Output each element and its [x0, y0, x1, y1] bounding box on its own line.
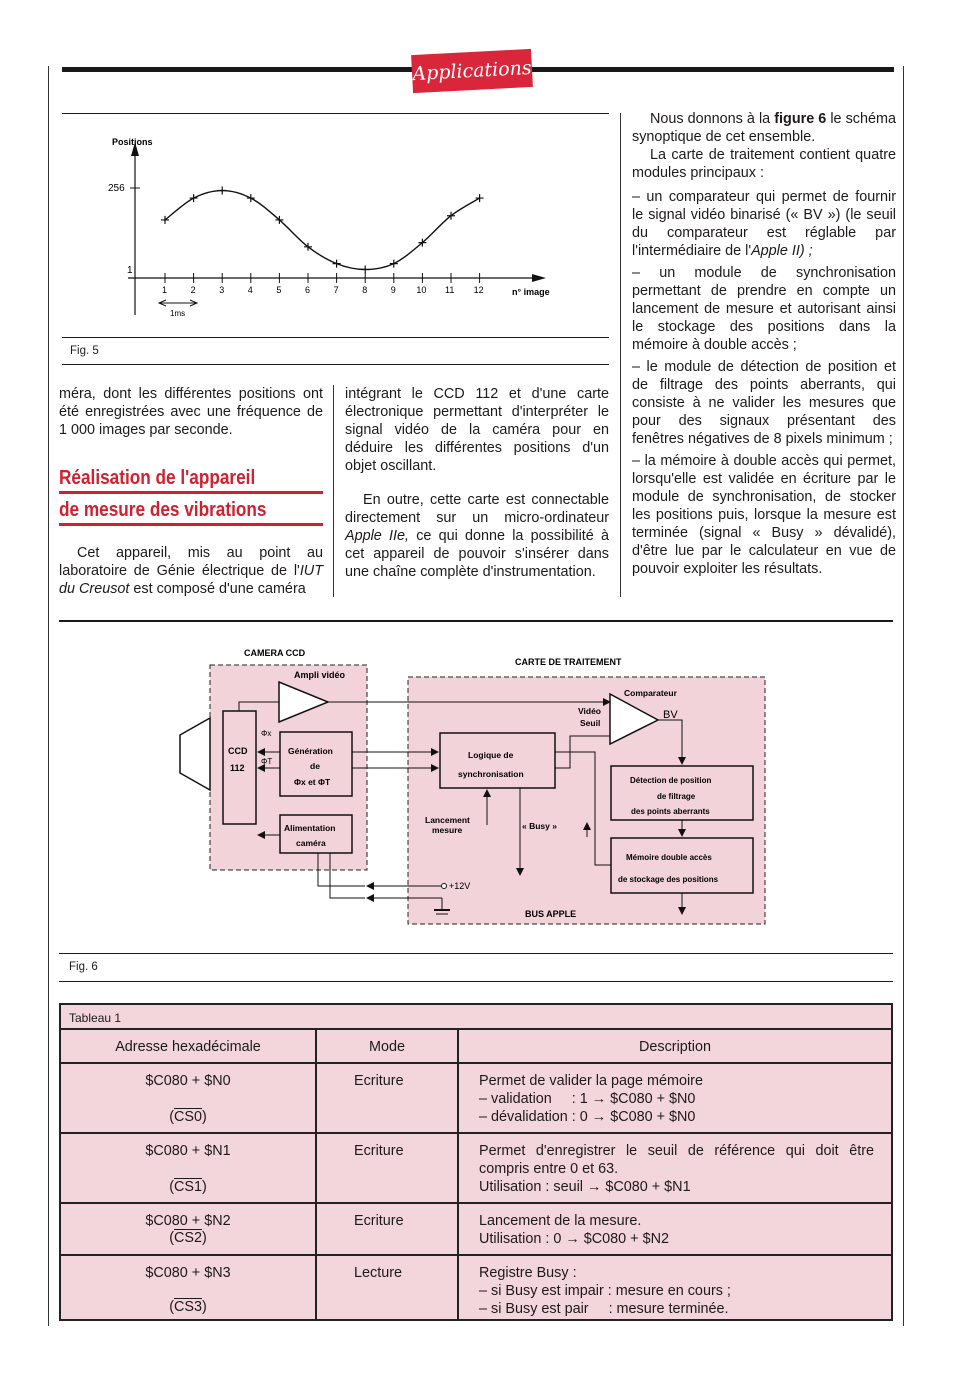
- table-row-0-desc-2: – dévalidation : 0 → $C080 + $N0: [479, 1109, 696, 1125]
- right-para-3: – un comparateur qui permet de fournir le signal vidéo binarisé (« BV ») (le seuil du comparateur est réglable par l'intermédiaire de l'Apple II) ;: [632, 189, 896, 259]
- lancement-label-1: Lancement: [425, 815, 470, 825]
- ampli-label: Ampli vidéo: [294, 670, 346, 680]
- middle-column: [345, 385, 609, 581]
- x-tick-label: 1: [162, 285, 168, 295]
- col-divider-2: [620, 113, 621, 597]
- table-row-0-address: $C080 + $N0: [145, 1073, 231, 1089]
- alim-label-2: caméra: [296, 838, 326, 848]
- table-row-2-desc-0: Lancement de la mesure.: [479, 1213, 642, 1229]
- mem-label-2: de stockage des positions: [618, 875, 719, 884]
- table-row-3-desc-0: Registre Busy :: [479, 1265, 577, 1281]
- table-row-3-mode: Lecture: [354, 1265, 402, 1281]
- middle-para-1: intégrant le CCD 112 et d'une carte électronique permettant d'interpréter le signal vidéo de la caméra pour en déduire les différentes positions d'un objet oscillant.: [345, 386, 609, 474]
- right-para-5: – le module de détection de position et de filtrage des points aberrants, qui consiste à ne valider les mesures que pour des signaux présentant des fenêtres négatives de 8 pixels minimum ;: [632, 359, 896, 447]
- data-point: [476, 194, 484, 202]
- gen-label-1: Génération: [288, 746, 333, 756]
- phi-x-label: Φx: [261, 729, 272, 738]
- table-row-0-mode: Ecriture: [354, 1073, 404, 1089]
- data-point: [247, 194, 255, 202]
- fig6-top-rule: [59, 620, 893, 622]
- table-row-0-desc-0: Permet de valider la page mémoire: [479, 1073, 703, 1089]
- table-title: Tableau 1: [69, 1011, 122, 1025]
- mem-label-1: Mémoire double accès: [626, 853, 712, 862]
- table-hline-5: [61, 1254, 891, 1256]
- table-row-3-desc-1: – si Busy est impair : mesure en cours ;: [479, 1283, 731, 1299]
- x-tick-label: 7: [333, 285, 339, 295]
- period-label: 1ms: [170, 309, 186, 318]
- data-point: [390, 260, 398, 268]
- sine-curve: [165, 191, 480, 270]
- det-label-2: de filtrage: [657, 792, 696, 801]
- video-label: Vidéo: [578, 706, 601, 716]
- ccd-label-1: CCD: [228, 746, 248, 756]
- x-tick-label: 12: [473, 285, 484, 295]
- section-heading-1: Réalisation de l'appareil: [59, 467, 256, 489]
- fig5-top-rule: [62, 113, 609, 114]
- data-point: [218, 187, 226, 195]
- table-row-0-cs: (CS0): [169, 1109, 207, 1125]
- data-point: [361, 265, 369, 273]
- x-tick-label: 2: [190, 285, 196, 295]
- table-1: [59, 1003, 893, 1321]
- right-column: [632, 110, 896, 578]
- right-para-6: – la mémoire à double accès qui permet, lorsqu'elle est validée en écriture par le module de synchronisation, de stocker les positions puis, lorsque la mesure est terminée (signal « Busy » dévalidé), d'être lue par le calculateur en vue de pouvoir exploiter les résultats.: [632, 453, 896, 577]
- table-row-1-mode: Ecriture: [354, 1143, 404, 1159]
- table-row-2-desc-1: Utilisation : 0 → $C080 + $N2: [479, 1231, 669, 1247]
- x-tick-label: 11: [445, 285, 455, 295]
- y-tick-1: 1: [127, 265, 133, 276]
- y-tick-256: 256: [108, 183, 125, 194]
- data-point: [190, 194, 198, 202]
- right-para-4: – un module de synchronisation permettant de prendre en compte un lancement de mesure et autorisant ainsi le stockage des positions dans la mémoire à double accès ;: [632, 265, 896, 353]
- left-para-1: méra, dont les différentes positions ont été enregistrées avec une fréquence de 1 000 images par seconde.: [59, 386, 323, 438]
- x-tick-label: 8: [362, 285, 368, 295]
- table-row-1-desc-2: Utilisation : seuil → $C080 + $N1: [479, 1179, 691, 1195]
- fig5-chart: [62, 120, 609, 330]
- logique-label-2: synchronisation: [458, 769, 524, 779]
- left-margin-line: [48, 66, 49, 1326]
- det-label-3: des points aberrants: [631, 807, 710, 816]
- comparateur-label: Comparateur: [624, 688, 677, 698]
- table-hline-3: [61, 1132, 891, 1134]
- right-margin-line: [903, 66, 904, 1326]
- table-row-1-desc-1: compris entre 0 et 63.: [479, 1161, 619, 1177]
- ccd-label-2: 112: [230, 763, 245, 773]
- table-hline-2: [61, 1062, 891, 1064]
- table-row-2-address: $C080 + $N2: [145, 1213, 231, 1229]
- header-description: Description: [639, 1039, 711, 1055]
- data-point: [333, 260, 341, 268]
- x-axis-label: n° image: [512, 287, 550, 297]
- table-row-1-desc-0: Permet d'enregistrer le seuil de référence qui doit être: [479, 1143, 874, 1159]
- right-para-1: Nous donnons à la figure 6 le schéma synoptique de cet ensemble.: [632, 111, 896, 145]
- det-label-1: Détection de position: [630, 776, 712, 785]
- gen-label-3: Φx et ΦT: [294, 777, 331, 787]
- fig5-bottom-rule: [62, 364, 609, 365]
- x-ticks: [162, 273, 484, 295]
- fig6-mid-rule: [59, 953, 893, 954]
- section-tag: Applications: [411, 49, 533, 93]
- x-tick-label: 10: [416, 285, 427, 295]
- table-row-3-cs: (CS3): [169, 1299, 207, 1315]
- y-axis-label: Positions: [112, 137, 153, 147]
- x-tick-label: 6: [305, 285, 311, 295]
- left-column-2: [59, 544, 323, 598]
- gen-label-2: de: [310, 761, 320, 771]
- fig6-bottom-rule: [59, 981, 893, 982]
- carte-title: CARTE DE TRAITEMENT: [515, 657, 622, 667]
- lancement-label-2: mesure: [432, 825, 463, 835]
- camera-title: CAMERA CCD: [244, 648, 306, 658]
- seuil-label: Seuil: [580, 718, 601, 728]
- x-tick-label: 3: [219, 285, 225, 295]
- table-hline-4: [61, 1202, 891, 1204]
- col-divider-1: [333, 385, 334, 597]
- table-vline-1: [315, 1028, 317, 1319]
- table-row-3-desc-2: – si Busy est pair : mesure terminée.: [479, 1301, 729, 1317]
- table-row-2-mode: Ecriture: [354, 1213, 404, 1229]
- right-para-2: La carte de traitement contient quatre modules principaux :: [632, 147, 896, 181]
- x-tick-label: 5: [276, 285, 282, 295]
- fig6-caption: Fig. 6: [69, 961, 98, 973]
- x-tick-label: 9: [390, 285, 396, 295]
- bus-label: BUS APPLE: [525, 909, 577, 919]
- header-address: Adresse hexadécimale: [115, 1039, 261, 1055]
- left-para-2: Cet appareil, mis au point au laboratoire de Génie électrique de l'IUT du Creusot est composé d'une caméra: [59, 545, 323, 597]
- header-mode: Mode: [369, 1039, 405, 1055]
- table-row-3-address: $C080 + $N3: [145, 1265, 231, 1281]
- section-heading-2: de mesure des vibrations: [59, 499, 267, 521]
- left-column: [59, 385, 323, 439]
- plus12-label: +12V: [449, 881, 471, 891]
- fig5-mid-rule: [62, 337, 609, 338]
- table-vline-2: [457, 1028, 459, 1319]
- busy-label: « Busy »: [522, 821, 557, 831]
- heading-bar-1: [59, 491, 323, 494]
- fig5-caption: Fig. 5: [70, 345, 99, 357]
- middle-para-2: En outre, cette carte est connectable directement sur un micro-ordinateur Apple IIe, ce qui donne la possibilité à cet appareil de pouvoir s'insérer dans une chaîne complète d'instrumentation.: [345, 492, 609, 580]
- x-tick-label: 4: [247, 285, 253, 295]
- heading-bar-2: [59, 523, 323, 526]
- logique-label-1: Logique de: [468, 750, 514, 760]
- table-hline-1: [61, 1028, 891, 1030]
- table-row-0-desc-1: – validation : 1 → $C080 + $N0: [479, 1091, 696, 1107]
- table-row-2-cs: (CS2): [169, 1230, 207, 1246]
- fig6-diagram: [170, 640, 790, 935]
- table-row-1-cs: (CS1): [169, 1179, 207, 1195]
- phi-t-label: ΦT: [261, 757, 273, 766]
- table-row-1-address: $C080 + $N1: [145, 1143, 231, 1159]
- bv-label: BV: [663, 709, 678, 721]
- alim-label-1: Alimentation: [284, 823, 336, 833]
